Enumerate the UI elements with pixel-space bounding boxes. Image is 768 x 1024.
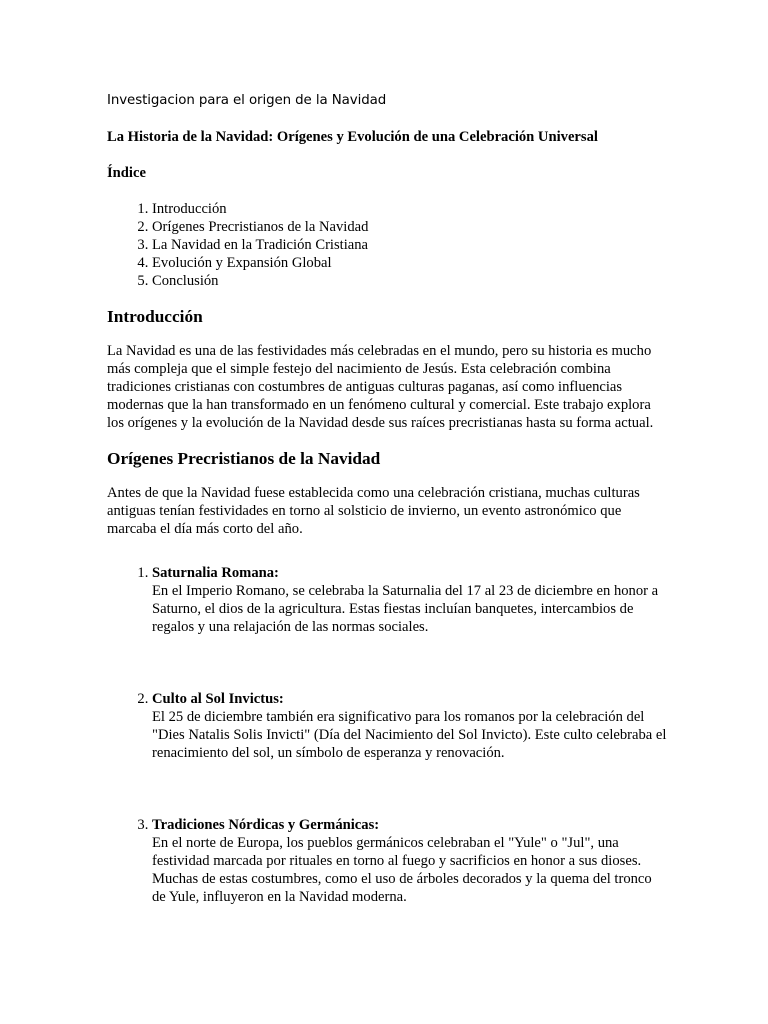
introduction-heading: Introducción: [107, 307, 203, 326]
origins-list-item: [152, 816, 667, 906]
index-item: 5. Conclusión: [152, 272, 667, 290]
document-page: [107, 92, 667, 906]
index-list: [107, 200, 667, 290]
origins-heading: Orígenes Precristianos de la Navidad: [107, 449, 381, 468]
origins-paragraph: Antes de que la Navidad fuese establecida como una celebración cristiana, muchas culturas antiguas tenían festividades en torno al solsticio de invierno, un evento astronómico que marcaba el día más corto del año.: [107, 485, 640, 537]
document-file-title: Investigacion para el origen de la Navidad: [107, 93, 387, 108]
item-title: 2. Culto al Sol Invictus:: [152, 691, 284, 707]
index-item: 3. La Navidad en la Tradición Cristiana: [152, 236, 667, 254]
item-title: 1. Saturnalia Romana:: [152, 565, 279, 581]
index-item: 1. Introducción: [152, 200, 667, 218]
item-text: El 25 de diciembre también era significativo para los romanos por la celebración del "Dies Natalis Solis Invicti" (Día del Nacimiento del Sol Invicto). Este culto celebraba el renacimiento del sol, un símbolo de esperanza y renovación.: [152, 709, 667, 761]
item-title: 3. Tradiciones Nórdicas y Germánicas:: [152, 817, 380, 833]
introduction-paragraph: La Navidad es una de las festividades más celebradas en el mundo, pero su historia es mucho más compleja que el simple festejo del nacimiento de Jesús. Esta celebración combina tradiciones cristianas con costumbres de antiguas culturas paganas, así como influencias modernas que la han transformado en un fenómeno cultural y comercial. Este trabajo explora los orígenes y la evolución de la Navidad desde sus raíces precristianas hasta su forma actual.: [107, 343, 654, 431]
index-item: 2. Orígenes Precristianos de la Navidad: [152, 218, 667, 236]
item-text: En el norte de Europa, los pueblos germánicos celebraban el "Yule" o "Jul", una festividad marcada por rituales en torno al fuego y sacrificios en honor a sus dioses. Muchas de estas costumbres, como el uso de árboles decorados y la quema del tronco de Yule, influyeron en la Navidad moderna.: [152, 835, 652, 905]
origins-list-item: [152, 564, 667, 636]
index-item: 4. Evolución y Expansión Global: [152, 254, 667, 272]
origins-list: [107, 564, 667, 906]
origins-list-item: [152, 690, 667, 762]
main-heading: La Historia de la Navidad: Orígenes y Evolución de una Celebración Universal: [107, 129, 598, 145]
index-label: Índice: [107, 165, 146, 181]
item-text: En el Imperio Romano, se celebraba la Saturnalia del 17 al 23 de diciembre en honor a Saturno, el dios de la agricultura. Estas fiestas incluían banquetes, intercambios de regalos y una relajación de las normas sociales.: [152, 583, 659, 635]
